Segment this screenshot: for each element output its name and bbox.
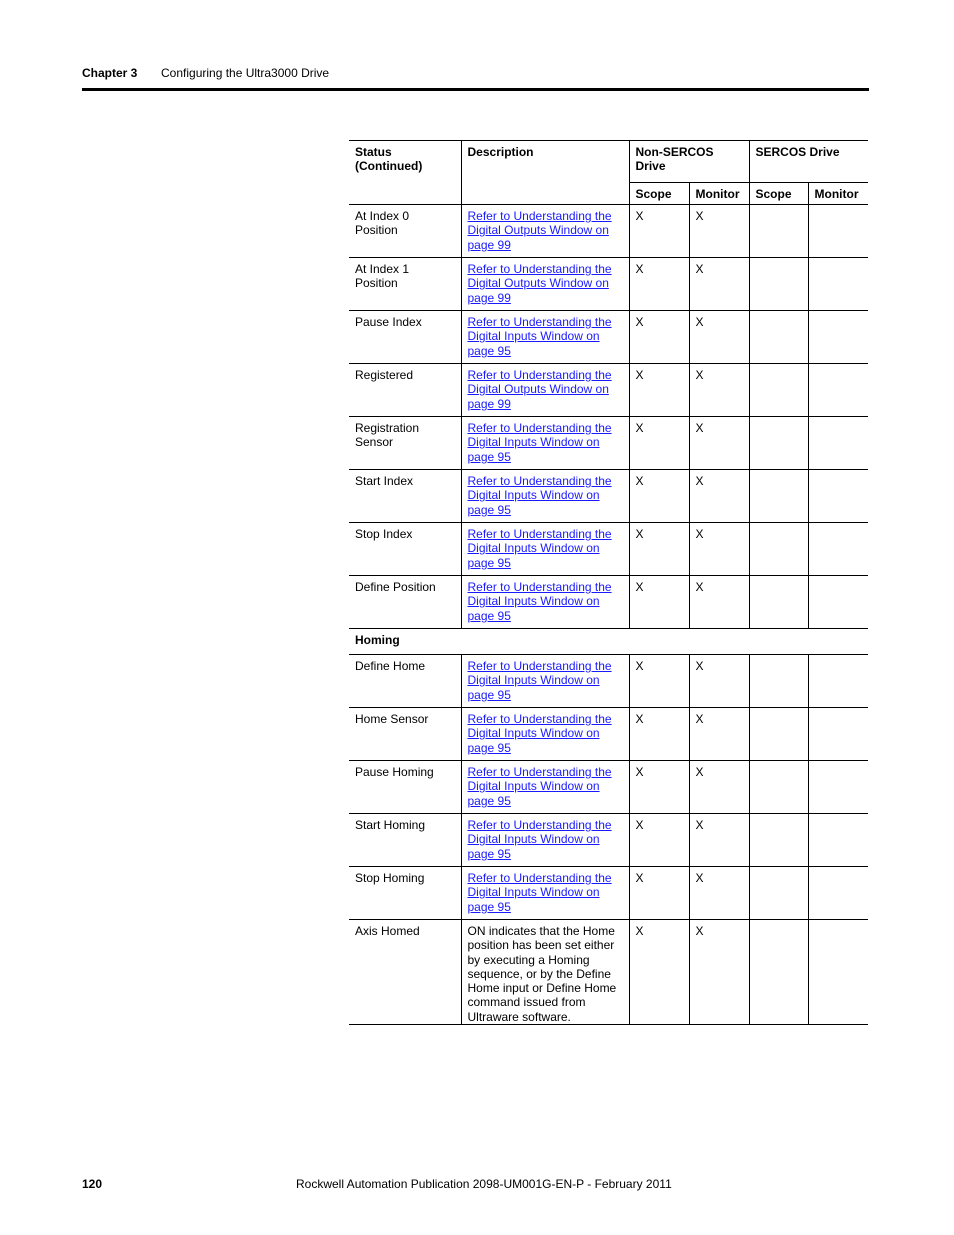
description-cell	[461, 364, 629, 417]
s-monitor-cell	[808, 814, 868, 867]
ns-monitor-cell: X	[689, 576, 749, 629]
description-cell	[461, 655, 629, 708]
ns-scope-cell: X	[629, 867, 689, 920]
ns-monitor-cell: X	[689, 761, 749, 814]
ns-scope-cell: X	[629, 205, 689, 258]
status-table	[349, 140, 868, 1025]
s-scope-cell	[749, 761, 808, 814]
s-monitor-cell	[808, 258, 868, 311]
cross-reference-link[interactable]: Refer to Understanding the Digital Inputs Window on page 95	[467, 315, 612, 358]
section-title: Homing	[349, 629, 868, 655]
description-cell	[461, 867, 629, 920]
ns-monitor-cell: X	[689, 523, 749, 576]
s-scope-cell	[749, 576, 808, 629]
table-row	[349, 364, 868, 417]
cross-reference-link[interactable]: Refer to Understanding the Digital Inputs Window on page 95	[467, 527, 612, 570]
ns-scope-cell: X	[629, 417, 689, 470]
s-scope-cell	[749, 867, 808, 920]
description-cell	[461, 708, 629, 761]
s-monitor-cell	[808, 311, 868, 364]
ns-monitor-cell: X	[689, 867, 749, 920]
description-cell	[461, 761, 629, 814]
status-cell: Pause Homing	[349, 761, 461, 814]
status-cell: At Index 1 Position	[349, 258, 461, 311]
ns-scope-cell: X	[629, 523, 689, 576]
cross-reference-link[interactable]: Refer to Understanding the Digital Inputs Window on page 95	[467, 871, 612, 914]
cross-reference-link[interactable]: Refer to Understanding the Digital Inputs Window on page 95	[467, 659, 612, 702]
col-header-s-monitor: Monitor	[808, 183, 868, 205]
status-cell: Pause Index	[349, 311, 461, 364]
ns-scope-cell: X	[629, 576, 689, 629]
page-number: 120	[82, 1177, 103, 1191]
ns-scope-cell: X	[629, 364, 689, 417]
status-cell: Define Position	[349, 576, 461, 629]
s-monitor-cell	[808, 655, 868, 708]
cross-reference-link[interactable]: Refer to Understanding the Digital Inputs Window on page 95	[467, 818, 612, 861]
s-scope-cell	[749, 920, 808, 1025]
col-header-sercos: SERCOS Drive	[749, 141, 868, 183]
s-scope-cell	[749, 311, 808, 364]
table-row	[349, 867, 868, 920]
description-cell	[461, 258, 629, 311]
col-header-status: Status (Continued)	[349, 141, 461, 205]
status-cell: At Index 0 Position	[349, 205, 461, 258]
table-row	[349, 814, 868, 867]
table-row	[349, 258, 868, 311]
section-row	[349, 629, 868, 655]
status-cell: Stop Index	[349, 523, 461, 576]
s-monitor-cell	[808, 576, 868, 629]
table-row	[349, 761, 868, 814]
description-cell	[461, 417, 629, 470]
description-cell	[461, 523, 629, 576]
description-cell	[461, 576, 629, 629]
s-monitor-cell	[808, 470, 868, 523]
ns-monitor-cell: X	[689, 814, 749, 867]
cross-reference-link[interactable]: Refer to Understanding the Digital Inputs Window on page 95	[467, 712, 612, 755]
header-row-1	[349, 141, 868, 183]
chapter-title: Configuring the Ultra3000 Drive	[161, 66, 330, 80]
status-cell: Axis Homed	[349, 920, 461, 1025]
ns-monitor-cell: X	[689, 470, 749, 523]
cross-reference-link[interactable]: Refer to Understanding the Digital Inputs Window on page 95	[467, 580, 612, 623]
s-monitor-cell	[808, 920, 868, 1025]
s-scope-cell	[749, 417, 808, 470]
publication-info: Rockwell Automation Publication 2098-UM001G-EN-P - February 2011	[296, 1177, 672, 1191]
col-header-s-scope: Scope	[749, 183, 808, 205]
s-scope-cell	[749, 205, 808, 258]
ns-scope-cell: X	[629, 814, 689, 867]
cross-reference-link[interactable]: Refer to Understanding the Digital Inputs Window on page 95	[467, 421, 612, 464]
table-row	[349, 576, 868, 629]
col-header-description: Description	[461, 141, 629, 205]
description-cell	[461, 470, 629, 523]
s-monitor-cell	[808, 761, 868, 814]
ns-monitor-cell: X	[689, 311, 749, 364]
s-scope-cell	[749, 470, 808, 523]
s-monitor-cell	[808, 364, 868, 417]
table-row	[349, 470, 868, 523]
ns-scope-cell: X	[629, 655, 689, 708]
status-cell: Stop Homing	[349, 867, 461, 920]
s-scope-cell	[749, 655, 808, 708]
s-scope-cell	[749, 708, 808, 761]
ns-monitor-cell: X	[689, 655, 749, 708]
status-cell: Define Home	[349, 655, 461, 708]
s-monitor-cell	[808, 867, 868, 920]
cross-reference-link[interactable]: Refer to Understanding the Digital Inputs Window on page 95	[467, 765, 612, 808]
s-scope-cell	[749, 814, 808, 867]
ns-scope-cell: X	[629, 920, 689, 1025]
col-header-ns-scope: Scope	[629, 183, 689, 205]
ns-monitor-cell: X	[689, 417, 749, 470]
s-monitor-cell	[808, 205, 868, 258]
ns-scope-cell: X	[629, 258, 689, 311]
table-row	[349, 311, 868, 364]
table-row	[349, 523, 868, 576]
table-row	[349, 708, 868, 761]
s-monitor-cell	[808, 417, 868, 470]
description-cell	[461, 311, 629, 364]
ns-monitor-cell: X	[689, 205, 749, 258]
ns-monitor-cell: X	[689, 258, 749, 311]
header-rule	[82, 88, 869, 91]
description-cell	[461, 205, 629, 258]
status-cell: Start Index	[349, 470, 461, 523]
running-header	[82, 66, 329, 80]
table-row	[349, 417, 868, 470]
table-row	[349, 655, 868, 708]
cross-reference-link[interactable]: Refer to Understanding the Digital Inputs Window on page 95	[467, 474, 612, 517]
col-header-ns-monitor: Monitor	[689, 183, 749, 205]
s-scope-cell	[749, 523, 808, 576]
status-cell: Start Homing	[349, 814, 461, 867]
status-cell: Home Sensor	[349, 708, 461, 761]
table-row	[349, 920, 868, 1025]
s-scope-cell	[749, 364, 808, 417]
status-cell: Registered	[349, 364, 461, 417]
s-monitor-cell	[808, 708, 868, 761]
ns-scope-cell: X	[629, 311, 689, 364]
cross-reference-link[interactable]: Refer to Understanding the Digital Outputs Window on page 99	[467, 368, 612, 411]
s-monitor-cell	[808, 523, 868, 576]
cross-reference-link[interactable]: Refer to Understanding the Digital Outputs Window on page 99	[467, 262, 612, 305]
table-row	[349, 205, 868, 258]
ns-scope-cell: X	[629, 708, 689, 761]
ns-scope-cell: X	[629, 761, 689, 814]
col-header-non-sercos: Non-SERCOS Drive	[629, 141, 749, 183]
s-scope-cell	[749, 258, 808, 311]
description-cell	[461, 814, 629, 867]
ns-monitor-cell: X	[689, 364, 749, 417]
ns-scope-cell: X	[629, 470, 689, 523]
cross-reference-link[interactable]: Refer to Understanding the Digital Outputs Window on page 99	[467, 209, 612, 252]
description-cell: ON indicates that the Home position has been set either by executing a Homing sequence, or by the Define Home input or Define Home command issued from Ultraware software.	[461, 920, 629, 1025]
chapter-label: Chapter 3	[82, 66, 138, 80]
ns-monitor-cell: X	[689, 920, 749, 1025]
status-cell: Registration Sensor	[349, 417, 461, 470]
ns-monitor-cell: X	[689, 708, 749, 761]
table-body	[349, 205, 868, 1025]
